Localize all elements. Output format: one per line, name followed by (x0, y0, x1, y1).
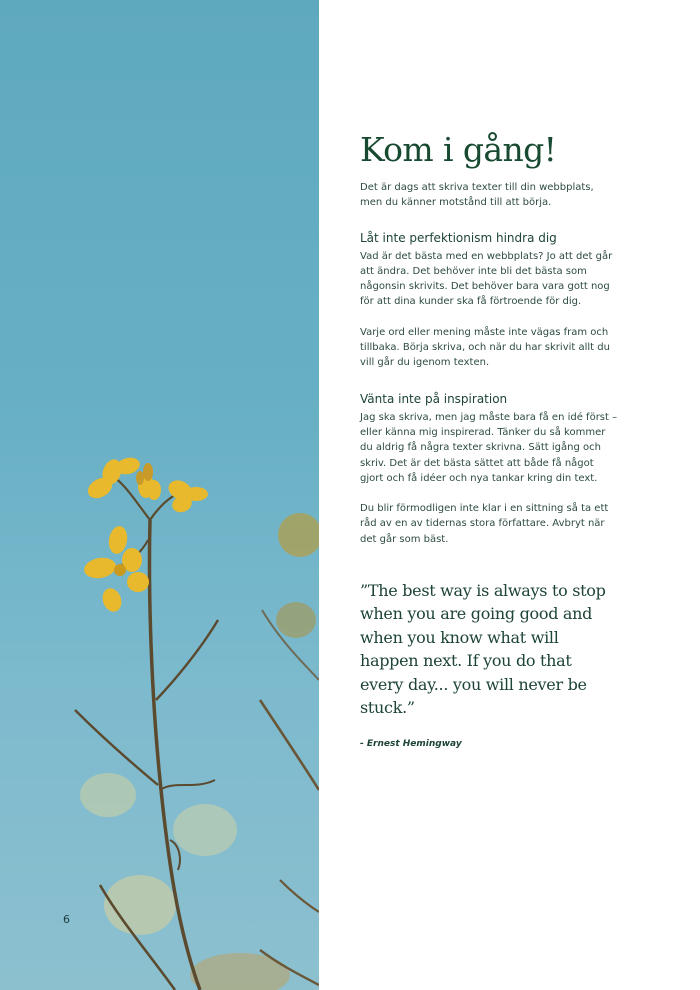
paragraph: Vad är det bästa med en webbplats? Jo att det går att ändra. Det behöver inte bli det bästa som någonsin skrivits. Det behöver bara vara gott nog för att dina kunder ska få förtroende för dig. (360, 250, 613, 308)
quote-author: - Ernest Hemingway (360, 739, 462, 750)
section-inspiration (360, 391, 618, 547)
mustard-flower-illustration (0, 0, 319, 990)
paragraph: Jag ska skriva, men jag måste bara få en idé först – eller känna mig inspirerad. Tänker du så kommer du aldrig få några texter skrivna. Sätt igång och skriv. Det är det bästa sättet att både få något gjort och få idéer och nya tankar kring din text. (360, 411, 618, 484)
section-heading: Vänta inte på inspiration (360, 391, 508, 406)
page-title: Kom i gång! (360, 130, 557, 169)
article (360, 130, 618, 749)
page-number: 6 (63, 913, 70, 926)
flower-photo (0, 0, 319, 990)
section-heading: Låt inte perfektionism hindra dig (360, 230, 557, 245)
paragraph: Du blir förmodligen inte klar i en sittning så ta ett råd av en av tidernas stora författare. Avbryt när det går som bäst. (360, 503, 609, 545)
intro-text: Det är dags att skriva texter till din webbplats, men du känner motstånd till att börja. (360, 182, 594, 209)
paragraph: Varje ord eller mening måste inte vägas fram och tillbaka. Börja skriva, och när du har skrivit allt du vill går du igenom texten. (360, 326, 610, 369)
section-perfectionism (360, 230, 618, 371)
quote: ”The best way is always to stop when you are going good and when you know what will happen next. If you do that every day... you will never be stuck.” (360, 581, 606, 718)
